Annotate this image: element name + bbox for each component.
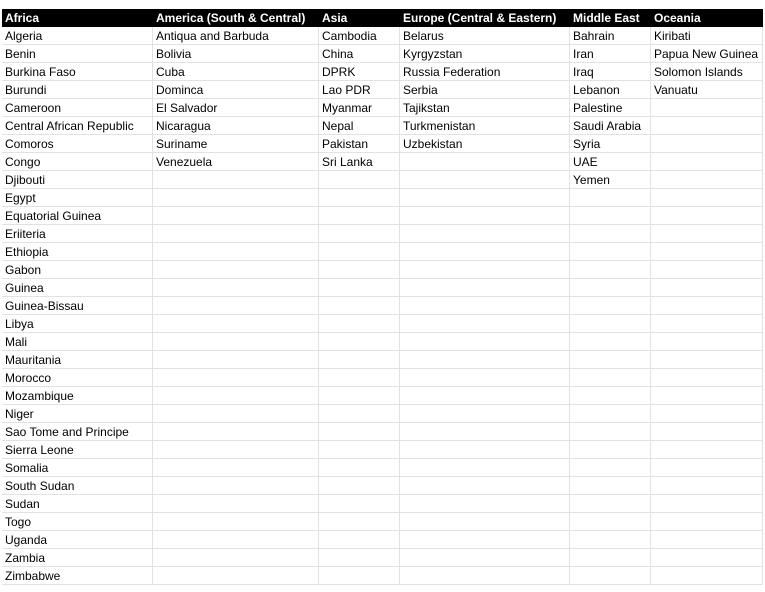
country-cell[interactable]: Syria	[570, 135, 651, 153]
country-cell[interactable]: Yemen	[570, 171, 651, 189]
empty-cell[interactable]	[153, 459, 319, 477]
country-cell[interactable]: Antiqua and Barbuda	[153, 27, 319, 45]
empty-cell[interactable]	[319, 351, 400, 369]
empty-cell[interactable]	[400, 351, 570, 369]
empty-cell[interactable]	[651, 135, 763, 153]
country-cell[interactable]: South Sudan	[2, 477, 153, 495]
country-cell[interactable]: Papua New Guinea	[651, 45, 763, 63]
country-cell[interactable]: Serbia	[400, 81, 570, 99]
empty-cell[interactable]	[319, 549, 400, 567]
country-cell[interactable]: Nepal	[319, 117, 400, 135]
empty-cell[interactable]	[153, 243, 319, 261]
country-cell[interactable]: DPRK	[319, 63, 400, 81]
empty-cell[interactable]	[651, 459, 763, 477]
empty-cell[interactable]	[651, 207, 763, 225]
column-header-africa[interactable]: Africa	[2, 9, 153, 27]
country-cell[interactable]: Mauritania	[2, 351, 153, 369]
empty-cell[interactable]	[319, 297, 400, 315]
country-cell[interactable]: Egypt	[2, 189, 153, 207]
empty-cell[interactable]	[570, 441, 651, 459]
country-cell[interactable]: Suriname	[153, 135, 319, 153]
column-header-middle-east[interactable]: Middle East	[570, 9, 651, 27]
empty-cell[interactable]	[570, 351, 651, 369]
country-cell[interactable]: Comoros	[2, 135, 153, 153]
empty-cell[interactable]	[651, 99, 763, 117]
empty-cell[interactable]	[400, 477, 570, 495]
empty-cell[interactable]	[570, 513, 651, 531]
empty-cell[interactable]	[400, 459, 570, 477]
country-cell[interactable]: China	[319, 45, 400, 63]
country-cell[interactable]: Niger	[2, 405, 153, 423]
country-cell[interactable]: Gabon	[2, 261, 153, 279]
country-cell[interactable]: Iraq	[570, 63, 651, 81]
empty-cell[interactable]	[153, 369, 319, 387]
empty-cell[interactable]	[570, 495, 651, 513]
empty-cell[interactable]	[400, 531, 570, 549]
country-cell[interactable]: Djibouti	[2, 171, 153, 189]
empty-cell[interactable]	[153, 261, 319, 279]
country-cell[interactable]: Eriiteria	[2, 225, 153, 243]
column-header-asia[interactable]: Asia	[319, 9, 400, 27]
empty-cell[interactable]	[400, 513, 570, 531]
country-cell[interactable]: Central African Republic	[2, 117, 153, 135]
empty-cell[interactable]	[651, 243, 763, 261]
empty-cell[interactable]	[400, 333, 570, 351]
empty-cell[interactable]	[651, 297, 763, 315]
country-cell[interactable]: Sri Lanka	[319, 153, 400, 171]
empty-cell[interactable]	[319, 567, 400, 585]
empty-cell[interactable]	[153, 531, 319, 549]
empty-cell[interactable]	[319, 387, 400, 405]
empty-cell[interactable]	[570, 333, 651, 351]
empty-cell[interactable]	[400, 405, 570, 423]
empty-cell[interactable]	[570, 459, 651, 477]
empty-cell[interactable]	[400, 243, 570, 261]
empty-cell[interactable]	[651, 261, 763, 279]
empty-cell[interactable]	[570, 279, 651, 297]
country-cell[interactable]: Congo	[2, 153, 153, 171]
empty-cell[interactable]	[651, 333, 763, 351]
empty-cell[interactable]	[651, 153, 763, 171]
country-cell[interactable]: Saudi Arabia	[570, 117, 651, 135]
country-cell[interactable]: Zimbabwe	[2, 567, 153, 585]
empty-cell[interactable]	[400, 297, 570, 315]
empty-cell[interactable]	[651, 171, 763, 189]
empty-cell[interactable]	[400, 279, 570, 297]
empty-cell[interactable]	[153, 351, 319, 369]
empty-cell[interactable]	[153, 405, 319, 423]
column-header-america-south-central[interactable]: America (South & Central)	[153, 9, 319, 27]
empty-cell[interactable]	[400, 441, 570, 459]
empty-cell[interactable]	[651, 387, 763, 405]
empty-cell[interactable]	[153, 495, 319, 513]
country-cell[interactable]: Dominca	[153, 81, 319, 99]
country-cell[interactable]: Sudan	[2, 495, 153, 513]
empty-cell[interactable]	[570, 567, 651, 585]
empty-cell[interactable]	[319, 279, 400, 297]
empty-cell[interactable]	[400, 261, 570, 279]
empty-cell[interactable]	[319, 441, 400, 459]
country-cell[interactable]: Benin	[2, 45, 153, 63]
country-cell[interactable]: Turkmenistan	[400, 117, 570, 135]
empty-cell[interactable]	[153, 225, 319, 243]
country-cell[interactable]: Belarus	[400, 27, 570, 45]
country-cell[interactable]: Venezuela	[153, 153, 319, 171]
empty-cell[interactable]	[153, 423, 319, 441]
empty-cell[interactable]	[651, 189, 763, 207]
empty-cell[interactable]	[319, 531, 400, 549]
empty-cell[interactable]	[570, 423, 651, 441]
country-cell[interactable]: UAE	[570, 153, 651, 171]
country-cell[interactable]: Somalia	[2, 459, 153, 477]
empty-cell[interactable]	[651, 567, 763, 585]
empty-cell[interactable]	[153, 189, 319, 207]
empty-cell[interactable]	[651, 531, 763, 549]
empty-cell[interactable]	[651, 351, 763, 369]
empty-cell[interactable]	[651, 513, 763, 531]
empty-cell[interactable]	[319, 225, 400, 243]
country-cell[interactable]: Mozambique	[2, 387, 153, 405]
empty-cell[interactable]	[153, 315, 319, 333]
country-cell[interactable]: Kiribati	[651, 27, 763, 45]
empty-cell[interactable]	[319, 243, 400, 261]
country-cell[interactable]: Bolivia	[153, 45, 319, 63]
empty-cell[interactable]	[651, 495, 763, 513]
empty-cell[interactable]	[570, 531, 651, 549]
empty-cell[interactable]	[651, 279, 763, 297]
country-cell[interactable]: Togo	[2, 513, 153, 531]
country-cell[interactable]: Kyrgyzstan	[400, 45, 570, 63]
country-cell[interactable]: Iran	[570, 45, 651, 63]
empty-cell[interactable]	[153, 513, 319, 531]
empty-cell[interactable]	[153, 387, 319, 405]
empty-cell[interactable]	[570, 225, 651, 243]
empty-cell[interactable]	[570, 549, 651, 567]
empty-cell[interactable]	[570, 405, 651, 423]
country-cell[interactable]: Libya	[2, 315, 153, 333]
country-cell[interactable]: Zambia	[2, 549, 153, 567]
empty-cell[interactable]	[319, 369, 400, 387]
country-cell[interactable]: Cameroon	[2, 99, 153, 117]
country-cell[interactable]: Lebanon	[570, 81, 651, 99]
empty-cell[interactable]	[319, 405, 400, 423]
empty-cell[interactable]	[651, 315, 763, 333]
country-cell[interactable]: Vanuatu	[651, 81, 763, 99]
country-cell[interactable]: Cambodia	[319, 27, 400, 45]
empty-cell[interactable]	[400, 567, 570, 585]
empty-cell[interactable]	[153, 333, 319, 351]
country-cell[interactable]: Myanmar	[319, 99, 400, 117]
empty-cell[interactable]	[153, 549, 319, 567]
empty-cell[interactable]	[153, 297, 319, 315]
empty-cell[interactable]	[570, 261, 651, 279]
country-cell[interactable]: Burundi	[2, 81, 153, 99]
country-cell[interactable]: Ethiopia	[2, 243, 153, 261]
empty-cell[interactable]	[400, 369, 570, 387]
country-cell[interactable]: Burkina Faso	[2, 63, 153, 81]
empty-cell[interactable]	[319, 477, 400, 495]
country-cell[interactable]: El Salvador	[153, 99, 319, 117]
empty-cell[interactable]	[651, 423, 763, 441]
country-cell[interactable]: Russia Federation	[400, 63, 570, 81]
empty-cell[interactable]	[570, 315, 651, 333]
country-cell[interactable]: Lao PDR	[319, 81, 400, 99]
country-cell[interactable]: Equatorial Guinea	[2, 207, 153, 225]
empty-cell[interactable]	[400, 315, 570, 333]
empty-cell[interactable]	[651, 441, 763, 459]
empty-cell[interactable]	[400, 189, 570, 207]
empty-cell[interactable]	[570, 387, 651, 405]
empty-cell[interactable]	[400, 423, 570, 441]
empty-cell[interactable]	[400, 387, 570, 405]
country-cell[interactable]: Sierra Leone	[2, 441, 153, 459]
empty-cell[interactable]	[400, 225, 570, 243]
empty-cell[interactable]	[153, 171, 319, 189]
empty-cell[interactable]	[570, 243, 651, 261]
column-header-europe-central-eastern[interactable]: Europe (Central & Eastern)	[400, 9, 570, 27]
empty-cell[interactable]	[651, 405, 763, 423]
empty-cell[interactable]	[570, 207, 651, 225]
empty-cell[interactable]	[400, 495, 570, 513]
empty-cell[interactable]	[153, 567, 319, 585]
empty-cell[interactable]	[400, 207, 570, 225]
empty-cell[interactable]	[319, 495, 400, 513]
empty-cell[interactable]	[651, 369, 763, 387]
empty-cell[interactable]	[400, 171, 570, 189]
empty-cell[interactable]	[570, 297, 651, 315]
country-cell[interactable]: Uganda	[2, 531, 153, 549]
empty-cell[interactable]	[319, 333, 400, 351]
empty-cell[interactable]	[651, 117, 763, 135]
empty-cell[interactable]	[400, 549, 570, 567]
country-cell[interactable]: Uzbekistan	[400, 135, 570, 153]
empty-cell[interactable]	[319, 261, 400, 279]
empty-cell[interactable]	[570, 477, 651, 495]
empty-cell[interactable]	[400, 153, 570, 171]
empty-cell[interactable]	[319, 171, 400, 189]
country-cell[interactable]: Mali	[2, 333, 153, 351]
empty-cell[interactable]	[153, 207, 319, 225]
empty-cell[interactable]	[651, 549, 763, 567]
empty-cell[interactable]	[651, 477, 763, 495]
country-cell[interactable]: Guinea-Bissau	[2, 297, 153, 315]
empty-cell[interactable]	[319, 513, 400, 531]
country-cell[interactable]: Solomon Islands	[651, 63, 763, 81]
empty-cell[interactable]	[153, 441, 319, 459]
empty-cell[interactable]	[153, 477, 319, 495]
country-cell[interactable]: Sao Tome and Principe	[2, 423, 153, 441]
spreadsheet-grid	[2, 9, 763, 585]
empty-cell[interactable]	[319, 423, 400, 441]
empty-cell[interactable]	[153, 279, 319, 297]
country-cell[interactable]: Morocco	[2, 369, 153, 387]
country-cell[interactable]: Cuba	[153, 63, 319, 81]
country-cell[interactable]: Palestine	[570, 99, 651, 117]
empty-cell[interactable]	[319, 315, 400, 333]
empty-cell[interactable]	[319, 459, 400, 477]
empty-cell[interactable]	[570, 369, 651, 387]
country-cell[interactable]: Nicaragua	[153, 117, 319, 135]
empty-cell[interactable]	[651, 225, 763, 243]
country-cell[interactable]: Algeria	[2, 27, 153, 45]
empty-cell[interactable]	[319, 207, 400, 225]
empty-cell[interactable]	[570, 189, 651, 207]
country-cell[interactable]: Pakistan	[319, 135, 400, 153]
empty-cell[interactable]	[319, 189, 400, 207]
country-cell[interactable]: Guinea	[2, 279, 153, 297]
country-cell[interactable]: Bahrain	[570, 27, 651, 45]
column-header-oceania[interactable]: Oceania	[651, 9, 763, 27]
country-cell[interactable]: Tajikstan	[400, 99, 570, 117]
